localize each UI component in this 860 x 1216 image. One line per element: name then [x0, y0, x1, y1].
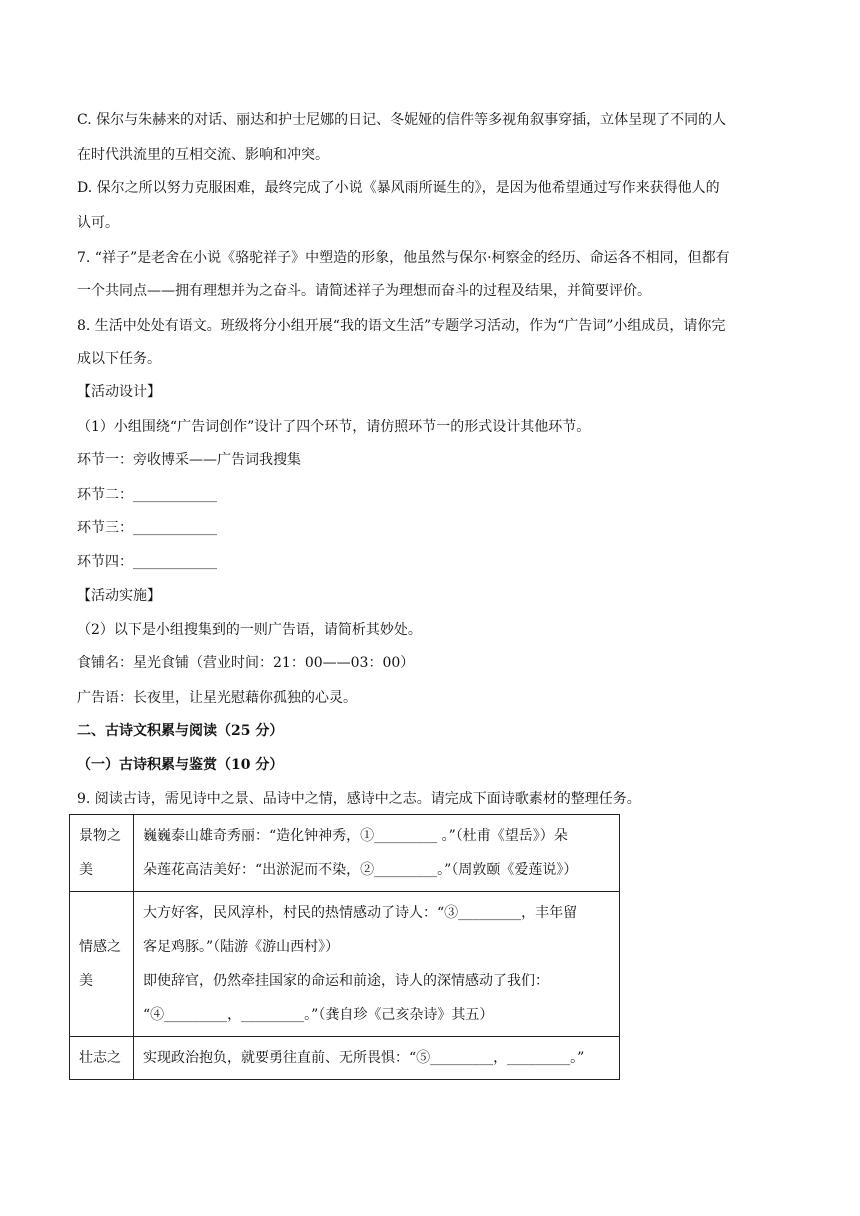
content-cell — [134, 815, 620, 892]
category-cell — [70, 1037, 134, 1080]
content-cell — [134, 1037, 620, 1080]
stage-one: 环节一：旁收博采——广告词我搜集 — [77, 452, 301, 468]
subsection-one-heading: （一）古诗积累与鉴赏（10 分） — [77, 757, 284, 773]
table-row — [70, 1037, 620, 1080]
content-text: 巍巍泰山雄奇秀丽：“造化钟神秀，①_________ 。”（杜甫《望岳》）朵 — [143, 828, 568, 844]
activity-design-heading: 【活动设计】 — [77, 384, 161, 400]
category-text: 壮志之 — [79, 1050, 121, 1066]
category-cell — [70, 892, 134, 1037]
subquestion-1: （1）小组围绕“广告词创作”设计了四个环节，请仿照环节一的形式设计其他环节。 — [77, 419, 591, 435]
option-c-line-2: 在时代洪流里的互相交流、影响和冲突。 — [77, 147, 329, 163]
poem-material-table — [69, 814, 620, 1080]
category-text: 情感之 — [79, 939, 121, 955]
category-text: 美 — [79, 973, 93, 989]
category-text: 景物之 — [79, 828, 121, 844]
option-c-line-1: C. 保尔与朱赫来的对话、丽达和护士尼娜的日记、冬妮娅的信件等多视角叙事穿插，立体呈现了不同的人 — [77, 112, 727, 128]
stage-four-blank: 环节四：____________ — [77, 554, 217, 570]
question-9-line: 9. 阅读古诗，需见诗中之景、品诗中之情，感诗中之志。请完成下面诗歌素材的整理任务。 — [77, 791, 641, 807]
option-d-line-1: D. 保尔之所以努力克服困难，最终完成了小说《暴风雨所诞生的》，是因为他希望通过写作来获得他人的 — [77, 180, 720, 196]
slogan-line: 广告语：长夜里，让星光慰藉你孤独的心灵。 — [77, 690, 357, 706]
category-text: 美 — [79, 862, 93, 878]
section-two-heading: 二、古诗文积累与阅读（25 分） — [77, 723, 284, 739]
question-8-line-1: 8. 生活中处处有语文。班级将分小组开展“我的语文生活”专题学习活动，作为“广告词”小组成员，请你完 — [77, 318, 726, 334]
question-7-line-2: 一个共同点——拥有理想并为之奋斗。请简述祥子为理想而奋斗的过程及结果，并简要评价。 — [77, 283, 651, 299]
content-text: 朵莲花高洁美好：“出淤泥而不染，②_________。”（周敦颐《爱莲说》） — [143, 862, 578, 878]
content-text: “④_________，_________。”（龚自珍《己亥杂诗》其五） — [143, 1007, 494, 1023]
content-text: 客足鸡豚。”（陆游《游山西村》） — [143, 939, 340, 955]
stage-three-blank: 环节三：____________ — [77, 520, 217, 536]
activity-implementation-heading: 【活动实施】 — [77, 588, 161, 604]
question-7-line-1: 7. “祥子”是老舍在小说《骆驼祥子》中塑造的形象，他虽然与保尔·柯察金的经历、命运各不相同，但都有 — [77, 250, 730, 266]
option-d-line-2: 认可。 — [77, 215, 119, 231]
question-8-line-2: 成以下任务。 — [77, 351, 161, 367]
table-row — [70, 815, 620, 892]
table-row — [70, 892, 620, 1037]
stage-two-blank: 环节二：____________ — [77, 487, 217, 503]
content-cell — [134, 892, 620, 1037]
content-text: 实现政治抱负，就要勇往直前、无所畏惧：“⑤_________，_________。” — [143, 1050, 585, 1066]
category-cell — [70, 815, 134, 892]
shop-name-line: 食铺名：星光食铺（营业时间：21：00——03：00） — [77, 655, 415, 671]
content-text: 大方好客，民风淳朴，村民的热情感动了诗人：“③_________，丰年留 — [143, 905, 578, 921]
content-text: 即使辞官，仍然牵挂国家的命运和前途，诗人的深情感动了我们： — [143, 973, 549, 989]
subquestion-2: （2）以下是小组搜集到的一则广告语，请简析其妙处。 — [77, 622, 422, 638]
